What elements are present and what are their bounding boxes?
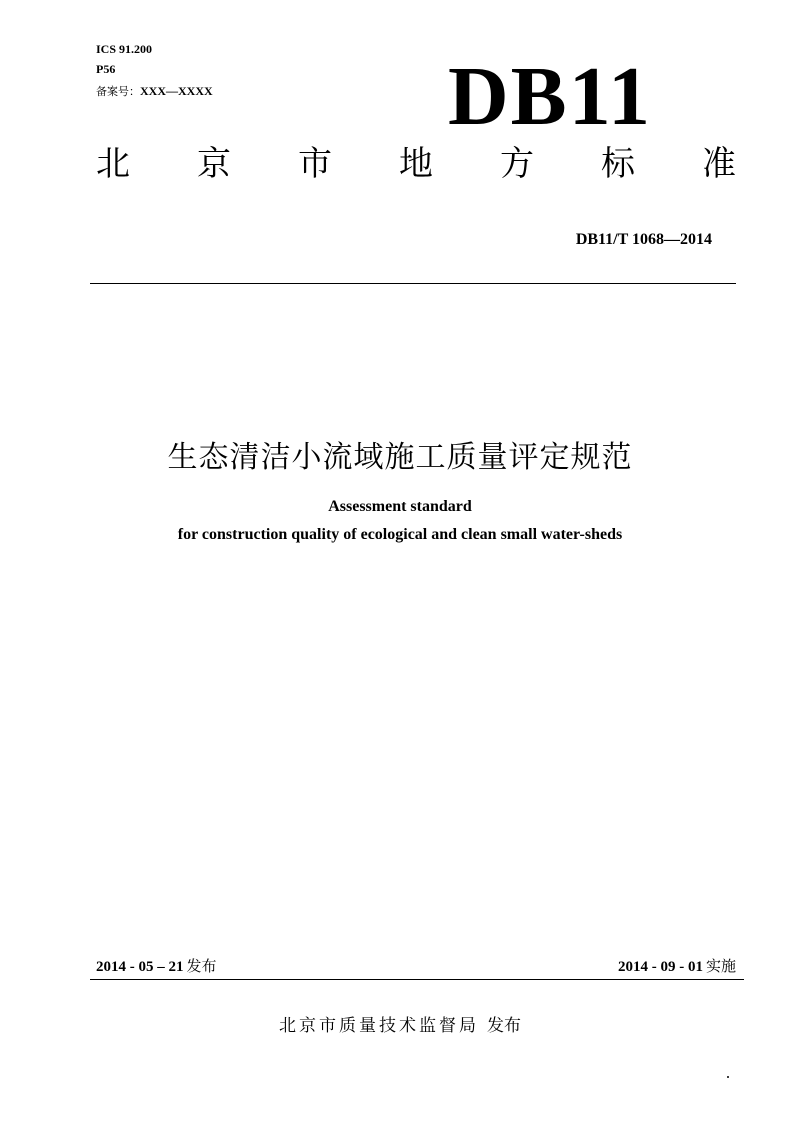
publisher-name: 北京市质量技术监督局 xyxy=(279,1016,479,1036)
document-title-english-line2: for construction quality of ecological and clean small water-sheds xyxy=(177,526,623,543)
implement-date-value: 2014 - 09 - 01 xyxy=(617,959,703,975)
document-title-english-line1: Assessment standard xyxy=(328,498,472,515)
header-divider xyxy=(90,283,736,284)
issuer-char: 地 xyxy=(399,144,433,184)
publish-date-value: 2014 - 05 – 21 xyxy=(96,959,184,975)
publish-date xyxy=(96,956,217,977)
record-value: XXX—XXXX xyxy=(140,84,213,98)
issuer-char: 京 xyxy=(197,144,231,184)
publish-date-label: 发布 xyxy=(186,957,217,975)
standard-number: DB11/T 1068—2014 xyxy=(575,231,712,248)
ics-code: ICS 91.200 xyxy=(96,42,153,56)
footer-divider xyxy=(90,979,744,980)
implement-date-label: 实施 xyxy=(705,957,736,975)
issuer-char: 标 xyxy=(601,144,635,184)
issuer-char: 准 xyxy=(702,144,736,184)
ccs-code: P56 xyxy=(96,62,116,76)
implement-date xyxy=(618,956,736,977)
publisher-suffix: 发布 xyxy=(487,1016,521,1036)
issuer-char: 方 xyxy=(500,144,534,184)
issuer-title xyxy=(96,142,736,186)
publisher-line xyxy=(0,1014,800,1038)
page-mark xyxy=(727,1076,729,1078)
issuer-char: 市 xyxy=(298,144,332,184)
standard-logo: DB11 xyxy=(448,50,653,143)
document-title-chinese: 生态清洁小流域施工质量评定规范 xyxy=(167,440,633,475)
record-number xyxy=(96,84,213,99)
issuer-char: 北 xyxy=(96,144,130,184)
record-label: 备案号： xyxy=(96,85,140,98)
